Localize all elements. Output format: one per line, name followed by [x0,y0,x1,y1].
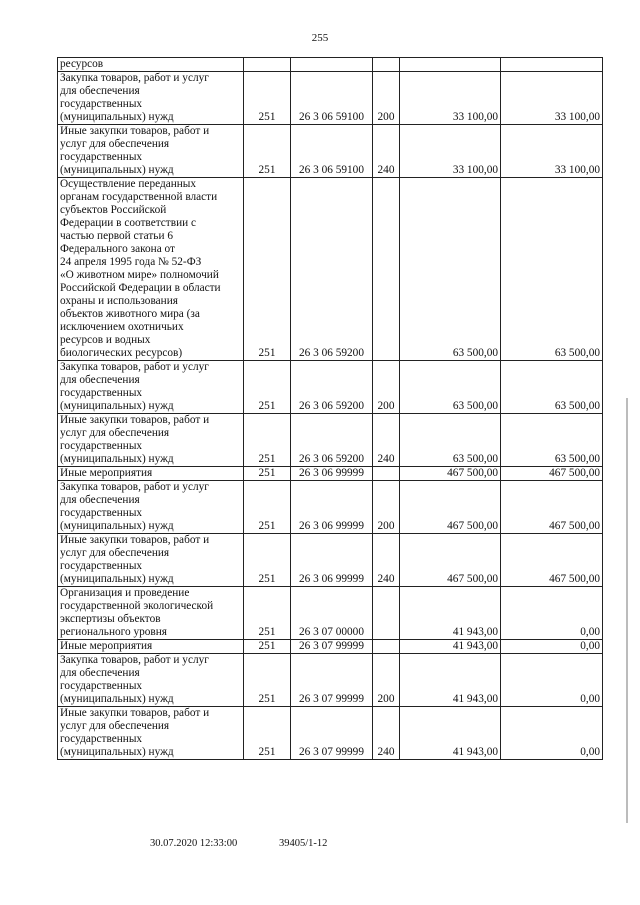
footer-timestamp: 30.07.2020 12:33:00 [150,838,238,849]
cell-name-line: услуг для обеспечения [60,427,170,439]
cell-name [58,361,244,414]
cell-amount-2: 33 100,00 [501,125,603,178]
cell-name-line: исключением охотничьих [60,321,184,333]
page-number: 255 [311,32,329,44]
cell-department-code: 251 [244,414,291,467]
cell-department-code: 251 [244,640,291,654]
cell-department-code: 251 [244,72,291,125]
cell-name-line: государственных [60,98,143,110]
cell-target-article: 26 3 06 59200 [291,414,373,467]
cell-name-line: (муниципальных) нужд [60,520,174,532]
cell-name [58,640,244,654]
cell-expense-type [373,178,400,361]
cell-amount-2: 63 500,00 [501,414,603,467]
cell-name-line: регионального уровня [60,626,167,638]
table-row [58,467,603,481]
cell-name-line: услуг для обеспечения [60,547,170,559]
cell-name-line: ресурсов [60,58,104,70]
cell-target-article: 26 3 06 99999 [291,481,373,534]
cell-name [58,467,244,481]
scan-edge-mark [626,398,628,823]
table-row [58,58,603,72]
cell-amount-1: 63 500,00 [400,361,501,414]
cell-name [58,72,244,125]
table-row [58,72,603,125]
cell-expense-type: 240 [373,534,400,587]
cell-name-line: государственных [60,440,143,452]
cell-amount-2: 467 500,00 [501,481,603,534]
cell-amount-1: 41 943,00 [400,640,501,654]
cell-amount-2: 467 500,00 [501,467,603,481]
cell-name-line: Иные закупки товаров, работ и [60,125,210,137]
cell-name-line: для обеспечения [60,494,140,506]
cell-department-code: 251 [244,654,291,707]
cell-target-article [291,58,373,72]
table-row [58,534,603,587]
cell-name [58,481,244,534]
cell-name-line: органам государственной власти [60,191,218,203]
cell-expense-type: 240 [373,125,400,178]
cell-amount-1: 41 943,00 [400,587,501,640]
cell-target-article: 26 3 06 59200 [291,361,373,414]
cell-amount-1: 63 500,00 [400,178,501,361]
cell-name [58,125,244,178]
cell-target-article: 26 3 07 99999 [291,654,373,707]
cell-name [58,707,244,760]
cell-name-line: охраны и использования [60,295,178,307]
cell-name-line: (муниципальных) нужд [60,693,174,705]
cell-amount-2: 0,00 [501,640,603,654]
cell-amount-2: 0,00 [501,707,603,760]
cell-target-article: 26 3 07 99999 [291,640,373,654]
cell-name-line: (муниципальных) нужд [60,746,174,758]
cell-name-line: Иные закупки товаров, работ и [60,534,210,546]
cell-name-line: (муниципальных) нужд [60,164,174,176]
cell-name-line: услуг для обеспечения [60,720,170,732]
cell-name-line: Закупка товаров, работ и услуг [60,654,209,666]
cell-amount-1: 41 943,00 [400,707,501,760]
cell-amount-1 [400,58,501,72]
cell-target-article: 26 3 06 59200 [291,178,373,361]
cell-target-article: 26 3 07 99999 [291,707,373,760]
cell-target-article: 26 3 06 59100 [291,72,373,125]
budget-table [57,57,603,760]
cell-name [58,587,244,640]
cell-name-line: государственных [60,151,143,163]
cell-name-line: Российской Федерации в области [60,282,221,294]
cell-amount-2 [501,58,603,72]
cell-name-line: государственных [60,680,143,692]
cell-amount-1: 467 500,00 [400,467,501,481]
cell-name-line: государственных [60,507,143,519]
table-row [58,414,603,467]
cell-name-line: экспертизы объектов [60,613,161,625]
cell-department-code [244,58,291,72]
table-row [58,125,603,178]
cell-department-code: 251 [244,178,291,361]
cell-name-line: Закупка товаров, работ и услуг [60,481,209,493]
table-row [58,178,603,361]
cell-name-line: Осуществление переданных [60,178,197,190]
cell-name-line: (муниципальных) нужд [60,573,174,585]
cell-name-line: «О животном мире» полномочий [60,269,219,281]
cell-name-line: государственных [60,733,143,745]
cell-name-line: для обеспечения [60,85,140,97]
cell-amount-2: 0,00 [501,654,603,707]
table-row [58,654,603,707]
cell-expense-type [373,640,400,654]
cell-department-code: 251 [244,587,291,640]
cell-amount-1: 33 100,00 [400,125,501,178]
table-row [58,361,603,414]
cell-name-line: субъектов Российской [60,204,167,216]
cell-name-line: услуг для обеспечения [60,138,170,150]
cell-department-code: 251 [244,125,291,178]
cell-name-line: 24 апреля 1995 года № 52-ФЗ [60,256,202,268]
cell-amount-2: 467 500,00 [501,534,603,587]
cell-name-line: Закупка товаров, работ и услуг [60,361,209,373]
cell-expense-type [373,587,400,640]
cell-name-line: Закупка товаров, работ и услуг [60,72,209,84]
cell-target-article: 26 3 06 99999 [291,534,373,587]
cell-name-line: Иные мероприятия [60,467,153,479]
cell-expense-type: 200 [373,654,400,707]
cell-target-article: 26 3 06 59100 [291,125,373,178]
cell-name [58,534,244,587]
cell-department-code: 251 [244,707,291,760]
cell-name-line: (муниципальных) нужд [60,400,174,412]
cell-amount-1: 41 943,00 [400,654,501,707]
budget-table-body [58,58,603,760]
cell-name-line: (муниципальных) нужд [60,453,174,465]
cell-name [58,414,244,467]
cell-expense-type: 240 [373,414,400,467]
cell-department-code: 251 [244,534,291,587]
cell-amount-2: 0,00 [501,587,603,640]
cell-amount-2: 33 100,00 [501,72,603,125]
table-row [58,481,603,534]
cell-name-line: Иные мероприятия [60,640,153,652]
cell-department-code: 251 [244,481,291,534]
cell-name-line: Федерального закона от [60,243,175,255]
cell-expense-type: 240 [373,707,400,760]
footer-doc-code: 39405/1-12 [279,838,328,849]
cell-name-line: объектов животного мира (за [60,308,200,320]
cell-name-line: государственных [60,387,143,399]
cell-name-line: (муниципальных) нужд [60,111,174,123]
cell-name [58,654,244,707]
cell-amount-1: 467 500,00 [400,534,501,587]
cell-amount-1: 33 100,00 [400,72,501,125]
cell-name-line: биологических ресурсов) [60,347,183,359]
cell-department-code: 251 [244,467,291,481]
cell-expense-type: 200 [373,361,400,414]
cell-amount-1: 467 500,00 [400,481,501,534]
cell-name-line: Иные закупки товаров, работ и [60,414,210,426]
table-row [58,640,603,654]
cell-name [58,178,244,361]
table-row [58,587,603,640]
cell-name-line: Организация и проведение [60,587,190,599]
cell-expense-type: 200 [373,72,400,125]
cell-department-code: 251 [244,361,291,414]
cell-name-line: частью первой статьи 6 [60,230,173,242]
cell-amount-2: 63 500,00 [501,178,603,361]
cell-name-line: Федерации в соответствии с [60,217,197,229]
cell-name-line: государственных [60,560,143,572]
cell-amount-2: 63 500,00 [501,361,603,414]
cell-expense-type [373,58,400,72]
table-row [58,707,603,760]
cell-name [58,58,244,72]
cell-target-article: 26 3 07 00000 [291,587,373,640]
cell-name-line: для обеспечения [60,374,140,386]
cell-name-line: ресурсов и водных [60,334,151,346]
cell-name-line: для обеспечения [60,667,140,679]
cell-amount-1: 63 500,00 [400,414,501,467]
cell-expense-type [373,467,400,481]
cell-target-article: 26 3 06 99999 [291,467,373,481]
cell-name-line: Иные закупки товаров, работ и [60,707,210,719]
cell-expense-type: 200 [373,481,400,534]
cell-name-line: государственной экологической [60,600,214,612]
